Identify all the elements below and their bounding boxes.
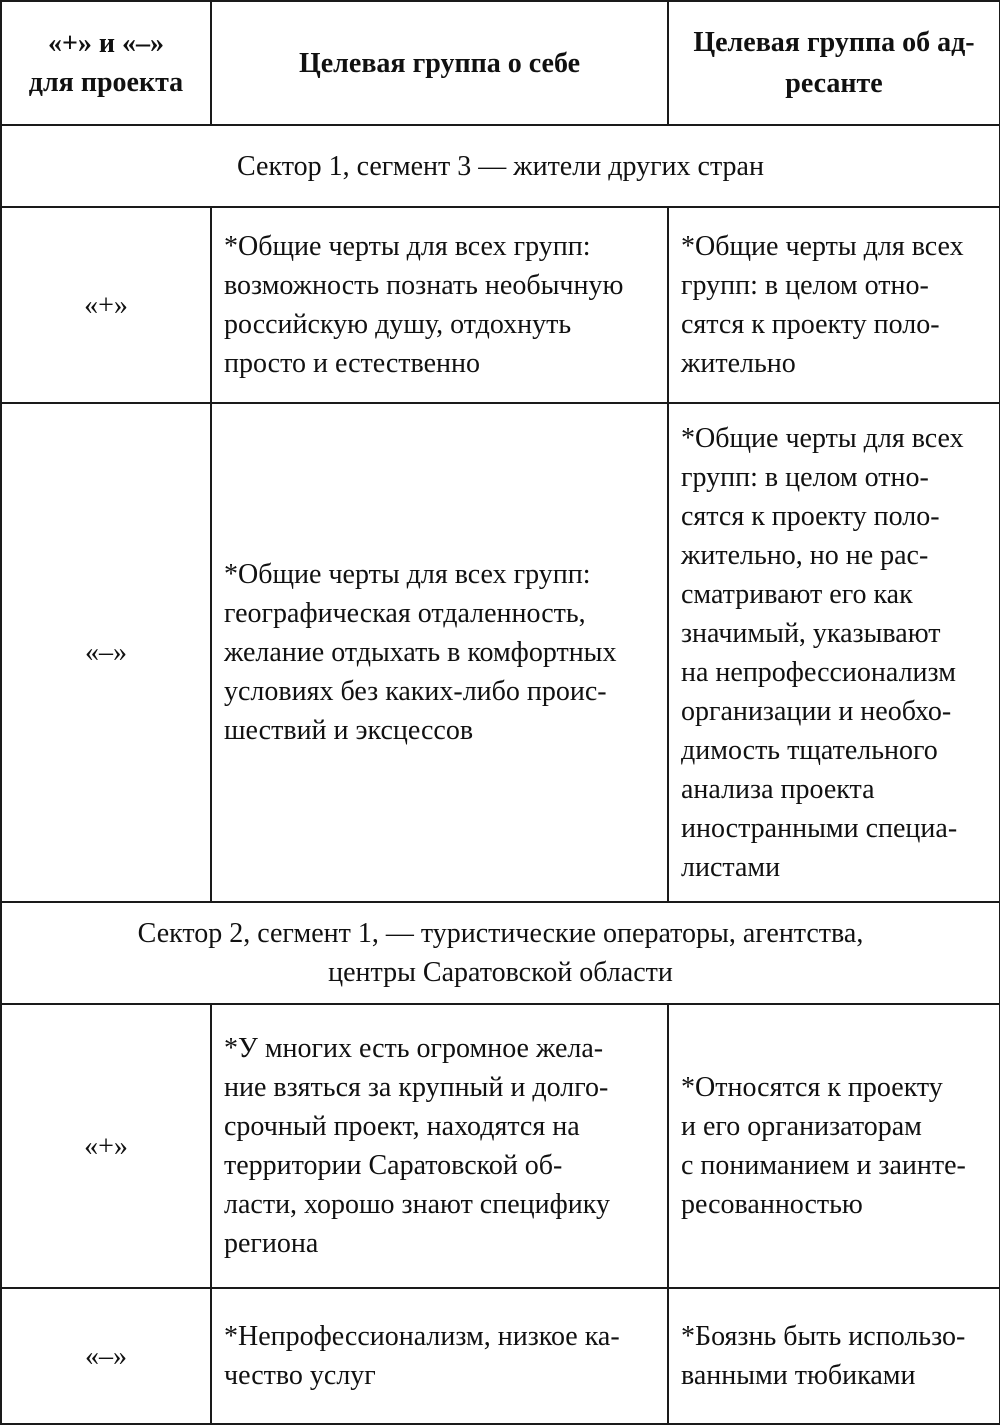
section-title: центры Саратовской области — [328, 957, 673, 988]
cell-line: значимый, указывают — [681, 617, 941, 649]
header-text: Целевая группа об ад- — [693, 27, 975, 58]
sign-cell: «+» — [1, 1004, 211, 1288]
sign-cell: «+» — [1, 207, 211, 403]
section-title-cell — [1, 902, 1000, 1004]
header-text: ресанте — [785, 68, 883, 99]
cell-line: условиях без каких-либо проис- — [224, 676, 607, 707]
cell-line: организации и необхо- — [681, 695, 952, 727]
cell-line: групп: в целом отно- — [681, 461, 929, 493]
header-cell-addressee — [668, 1, 1000, 125]
cell-line: на непрофессионализм — [681, 656, 956, 688]
cell-line: и его организаторам — [681, 1111, 922, 1142]
cell-line: сматривают его как — [681, 578, 913, 610]
cell-line: листами — [681, 851, 781, 883]
addressee-cell — [668, 207, 1000, 403]
cell-line: географическая отдаленность, — [224, 598, 586, 629]
table-row — [1, 403, 1000, 902]
sign-cell: «–» — [1, 403, 211, 902]
header-text: Целевая группа о себе — [298, 47, 581, 79]
section-title-cell — [1, 125, 1000, 207]
cell-line: шествий и эксцессов — [224, 715, 474, 746]
cell-line: анализа проекта — [681, 773, 875, 805]
header-cell-self — [211, 1, 668, 125]
table-row — [1, 1004, 1000, 1288]
cell-line: региона — [224, 1228, 319, 1259]
self-cell — [211, 1288, 668, 1424]
cell-line: возможность познать необычную — [224, 270, 624, 301]
header-cell-sign — [1, 1, 211, 125]
header-text: «+» и «–» — [47, 28, 165, 59]
table-row — [1, 207, 1000, 403]
cell-line: групп: в целом отно- — [681, 270, 929, 301]
cell-line: *Общие черты для всех — [681, 231, 964, 262]
cell-line: иностранными специа- — [681, 812, 958, 844]
cell-line: *Общие черты для всех групп: — [224, 559, 591, 590]
cell-line: российскую душу, отдохнуть — [224, 309, 572, 340]
cell-line: *Боязнь быть использо- — [681, 1321, 966, 1352]
cell-line: *Непрофессионализм, низкое ка- — [224, 1321, 620, 1352]
self-cell — [211, 207, 668, 403]
cell-line: сятся к проекту поло- — [681, 309, 940, 340]
table-row — [1, 1288, 1000, 1424]
section-row — [1, 125, 1000, 207]
section-title: Сектор 1, сегмент 3 — жители других стран — [237, 150, 764, 182]
cell-line: сятся к проекту поло- — [681, 500, 940, 532]
self-cell — [211, 1004, 668, 1288]
self-cell — [211, 403, 668, 902]
cell-line: *У многих есть огромное жела- — [224, 1033, 604, 1064]
section-title: Сектор 2, сегмент 1, — туристические операторы, агентства, — [137, 918, 864, 949]
cell-line: жительно, но не рас- — [681, 539, 929, 571]
cell-line: просто и естественно — [224, 348, 480, 379]
cell-line: с пониманием и заинте- — [681, 1150, 966, 1181]
table-header-row — [1, 1, 1000, 125]
sign-cell: «–» — [1, 1288, 211, 1424]
cell-line: *Общие черты для всех групп: — [224, 231, 591, 262]
cell-line: ванными тюбиками — [681, 1360, 916, 1391]
cell-line: ласти, хорошо знают специфику — [224, 1189, 610, 1220]
section-row — [1, 902, 1000, 1004]
cell-line: желание отдыхать в комфортных — [224, 637, 617, 668]
cell-line: димость тщательного — [681, 734, 938, 766]
cell-line: чество услуг — [224, 1360, 376, 1391]
addressee-cell — [668, 1288, 1000, 1424]
cell-line: ние взяться за крупный и долго- — [224, 1072, 609, 1103]
cell-line: *Общие черты для всех — [681, 422, 964, 454]
cell-line: ресованностью — [681, 1189, 863, 1220]
cell-line: срочный проект, находятся на — [224, 1111, 580, 1142]
addressee-cell — [668, 403, 1000, 902]
cell-line: территории Саратовской об- — [224, 1150, 563, 1181]
header-text: для проекта — [28, 67, 184, 98]
cell-line: *Относятся к проекту — [681, 1072, 943, 1103]
cell-line: жительно — [681, 348, 796, 379]
addressee-cell — [668, 1004, 1000, 1288]
